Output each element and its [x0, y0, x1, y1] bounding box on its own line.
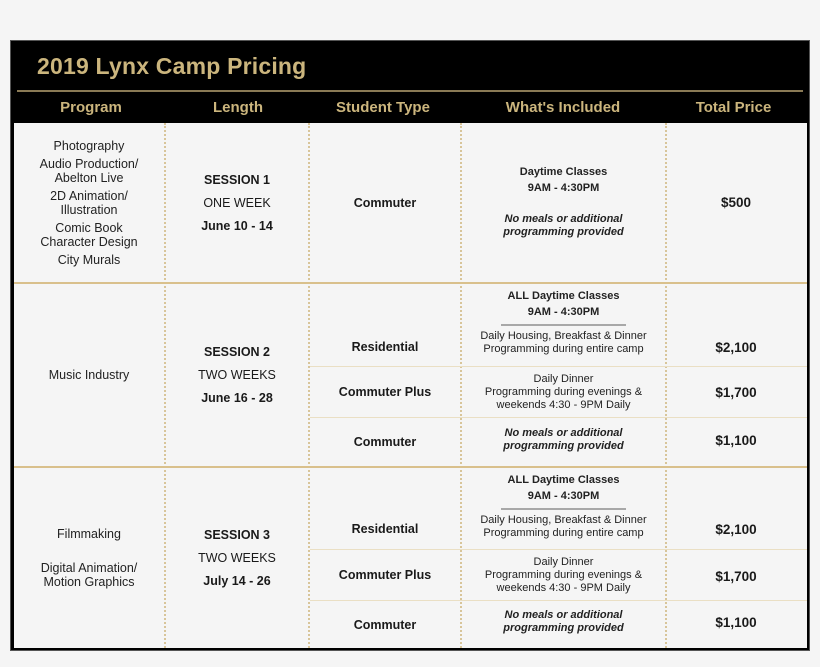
included-line: 9AM - 4:30PM: [527, 490, 600, 502]
program-item: Motion Graphics: [43, 575, 135, 589]
session-1-programs: [14, 123, 164, 282]
session-2-programs: [14, 284, 164, 466]
all-label: ALL: [507, 290, 529, 302]
whats-included: [462, 286, 665, 366]
included-line: Daytime Classes: [519, 166, 608, 178]
session-3-programs: [14, 468, 164, 648]
session-dates: June 16 - 28: [201, 391, 273, 405]
included-note: programming provided: [503, 440, 624, 452]
total-price: $2,100: [715, 521, 757, 537]
included-line: Programming during entire camp: [483, 526, 644, 539]
session-length: TWO WEEKS: [198, 551, 276, 565]
total-price: $1,700: [715, 384, 757, 400]
page-title: 2019 Lynx Camp Pricing: [37, 53, 307, 79]
session-3-length: [166, 468, 308, 648]
pricing-table-frame: [10, 40, 810, 651]
session-name: SESSION 2: [204, 345, 270, 359]
total-price: $500: [720, 195, 752, 210]
total-price: $1,700: [715, 568, 757, 584]
included-line: Daily Dinner: [533, 372, 594, 385]
student-type: Commuter Plus: [338, 568, 432, 582]
program-item: 2D Animation/: [50, 188, 128, 203]
included-line: Daytime Classes: [532, 290, 620, 302]
table-body: [14, 123, 807, 648]
whats-included: [462, 550, 665, 600]
included-note: No meals or additional: [504, 609, 623, 621]
included-line: weekends 4:30 - 9PM Daily: [496, 398, 631, 411]
student-type: Residential: [351, 340, 419, 354]
included-note: programming provided: [503, 622, 624, 634]
whats-included: [462, 418, 665, 462]
session-name: SESSION 3: [204, 528, 270, 542]
all-label: ALL: [507, 474, 529, 486]
program-item: Audio Production/: [39, 156, 139, 171]
total-price: $2,100: [715, 339, 757, 355]
program-item: City Murals: [57, 252, 121, 267]
included-line: weekends 4:30 - 9PM Daily: [496, 581, 631, 594]
program-item: Abelton Live: [54, 170, 124, 185]
program-item: Illustration: [60, 202, 118, 217]
included-line: Programming during evenings &: [484, 385, 643, 398]
total-price: $1,100: [715, 432, 757, 448]
included-line: Daytime Classes: [532, 474, 620, 486]
included-line: 9AM - 4:30PM: [527, 306, 600, 318]
column-header-student-type: Student Type: [336, 99, 430, 116]
student-type: Commuter: [353, 195, 417, 210]
program-item: Photography: [53, 138, 125, 153]
student-type: Commuter Plus: [338, 385, 432, 399]
student-type: Commuter: [353, 617, 417, 632]
program-item: Character Design: [40, 234, 138, 249]
session-length: ONE WEEK: [203, 195, 271, 210]
included-line: Programming during evenings &: [484, 568, 643, 581]
column-header-length: Length: [213, 99, 263, 116]
column-header-total-price: Total Price: [695, 99, 772, 116]
column-header-whats-included: What's Included: [505, 99, 621, 116]
program-item: Digital Animation/: [40, 561, 138, 575]
column-header-program: Program: [60, 99, 122, 116]
program-item: Music Industry: [48, 368, 130, 382]
total-price: $1,100: [715, 614, 757, 630]
whats-included: [462, 367, 665, 417]
included-line: Daily Housing, Breakfast & Dinner: [480, 329, 647, 342]
program-item: Filmmaking: [57, 527, 121, 541]
session-length: TWO WEEKS: [198, 368, 276, 382]
title-divider: [17, 90, 803, 92]
session-1-length: [166, 123, 308, 282]
program-item: Comic Book: [55, 220, 123, 235]
included-line: 9AM - 4:30PM: [527, 182, 600, 194]
included-divider: [501, 508, 626, 510]
included-line: Daily Dinner: [533, 555, 594, 568]
included-line: Programming during entire camp: [483, 342, 644, 355]
session-2-length: [166, 284, 308, 466]
session-name: SESSION 1: [204, 172, 270, 187]
student-type: Commuter: [353, 435, 417, 449]
session-dates: June 10 - 14: [201, 218, 273, 233]
included-note: programming provided: [503, 226, 624, 238]
whats-included: [462, 123, 665, 282]
included-note: No meals or additional: [504, 427, 623, 439]
table-header: [11, 93, 809, 123]
included-note: No meals or additional: [504, 213, 623, 225]
included-line: Daily Housing, Breakfast & Dinner: [480, 513, 647, 526]
whats-included: [462, 468, 665, 549]
whats-included: [462, 601, 665, 643]
student-type: Residential: [351, 522, 419, 536]
session-dates: July 14 - 26: [203, 574, 271, 588]
included-divider: [501, 324, 626, 326]
